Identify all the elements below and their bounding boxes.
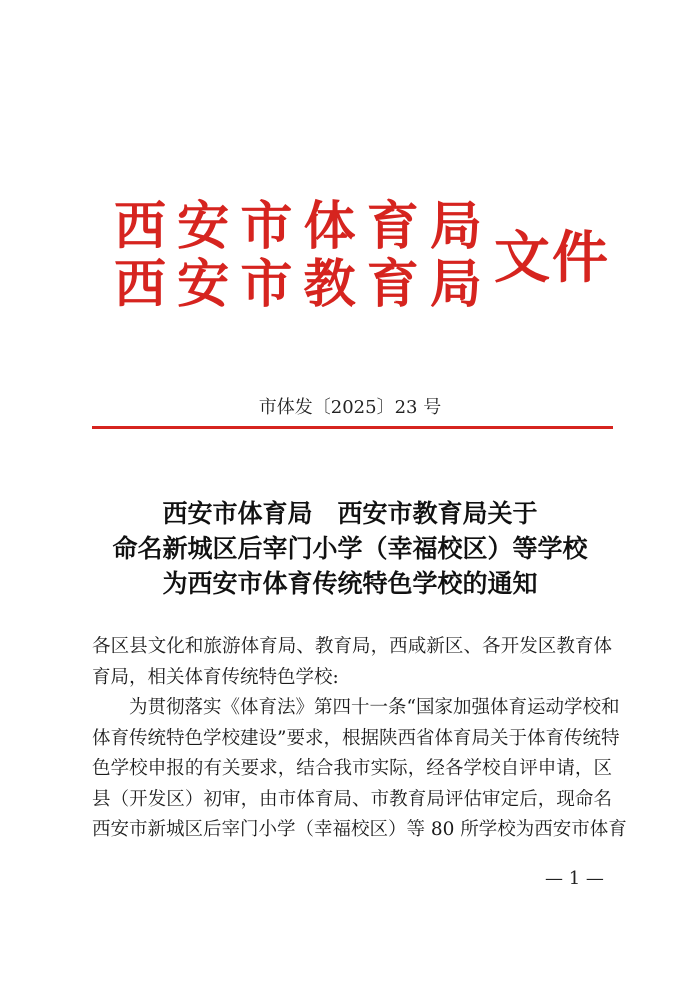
document-header: [112, 196, 610, 318]
header-char: 安: [177, 254, 230, 315]
document-body: [92, 632, 627, 846]
body-line: 为贯彻落实《体育法》第四十一条“国家加强体育运动学校和: [129, 697, 620, 718]
header-issuer-sports-bureau: [112, 198, 484, 256]
body-line: 育局，相关体育传统特色学校:: [92, 666, 339, 688]
header-char: 局: [429, 196, 482, 257]
header-char: 育: [366, 196, 419, 257]
header-suffix: 文件: [494, 225, 610, 291]
title-line: 命名新城区后宰门小学（幸福校区）等学校: [112, 534, 588, 563]
document-number: 市体发〔2025〕23 号: [258, 397, 442, 418]
header-issuer-education-bureau: [112, 256, 484, 314]
header-char: 西: [113, 254, 166, 315]
document-title: [0, 496, 700, 601]
header-char: 教: [303, 254, 356, 315]
red-divider-line: [92, 426, 613, 429]
header-char: 育: [366, 254, 419, 315]
body-line: 体育传统特色学校建设”要求，根据陕西省体育局关于体育传统特: [92, 727, 620, 749]
body-line: 各区县文化和旅游体育局、教育局，西咸新区、各开发区教育体: [92, 636, 612, 657]
header-char: 局: [429, 254, 482, 315]
header-char: 安: [177, 196, 230, 257]
title-line: 为西安市体育传统特色学校的通知: [162, 569, 538, 598]
body-line: 县（开发区）初审，由市体育局、市教育局评估审定后，现命名: [92, 788, 612, 810]
header-char: 市: [240, 196, 293, 257]
body-line: 西安市新城区后宰门小学（幸福校区）等 80 所学校为西安市体育: [92, 819, 627, 840]
body-line: 色学校申报的有关要求，结合我市实际，经各学校自评申请，区: [92, 758, 612, 779]
header-char: 体: [303, 196, 356, 257]
page-number: — 1 —: [545, 868, 604, 889]
header-char: 西: [113, 196, 166, 257]
title-line: 西安市体育局 西安市教育局关于: [162, 499, 538, 528]
header-char: 市: [240, 254, 293, 315]
